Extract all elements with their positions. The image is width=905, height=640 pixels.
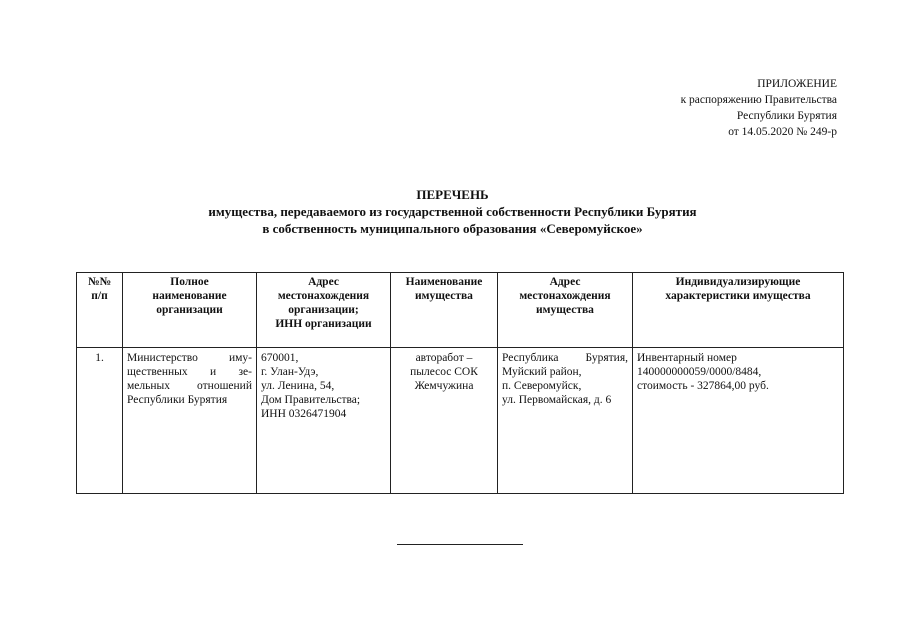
appendix-title: ПРИЛОЖЕНИЕ: [757, 78, 837, 90]
cell-characteristics: Инвентарный номер 140000000059/0000/8484, стоимость - 327864,00 руб.: [633, 348, 844, 494]
appendix-order-ref: к распоряжению Правительства: [680, 94, 837, 106]
table-row: [77, 348, 844, 494]
appendix-date-number: от 14.05.2020 № 249-р: [728, 126, 837, 138]
cell-property-name: авторабот – пылесос СОК Жемчужина: [391, 348, 498, 494]
header-org-address: Адрес местонахождения организации; ИНН организации: [257, 273, 391, 348]
closing-separator-line: [397, 544, 523, 545]
appendix-header: [681, 76, 837, 140]
property-table: [76, 272, 844, 494]
header-property-address: Адрес местонахождения имущества: [498, 273, 633, 348]
header-property-name: Наименование имущества: [391, 273, 498, 348]
cell-org-address: 670001, г. Улан-Удэ, ул. Ленина, 54, Дом Правительства; ИНН 0326471904: [257, 348, 391, 494]
title-subline-2: в собственность муниципального образования «Северомуйское»: [262, 221, 643, 236]
appendix-region: Республики Бурятия: [736, 110, 837, 122]
document-title: [0, 186, 905, 237]
cell-property-address: Республика Бурятия, Муйский район, п. Северомуйск, ул. Первомайская, д. 6: [498, 348, 633, 494]
cell-organization: Министерство иму- щественных и зе- мельных отношений Республики Бурятия: [123, 348, 257, 494]
table-header-row: [77, 273, 844, 348]
title-main: ПЕРЕЧЕНЬ: [416, 187, 489, 202]
header-number: №№ п/п: [77, 273, 123, 348]
cell-number: 1.: [77, 348, 123, 494]
title-subline-1: имущества, передаваемого из государственной собственности Республики Бурятия: [208, 204, 697, 219]
header-organization: Полное наименование организации: [123, 273, 257, 348]
header-characteristics: Индивидуализирующие характеристики имущества: [633, 273, 844, 348]
